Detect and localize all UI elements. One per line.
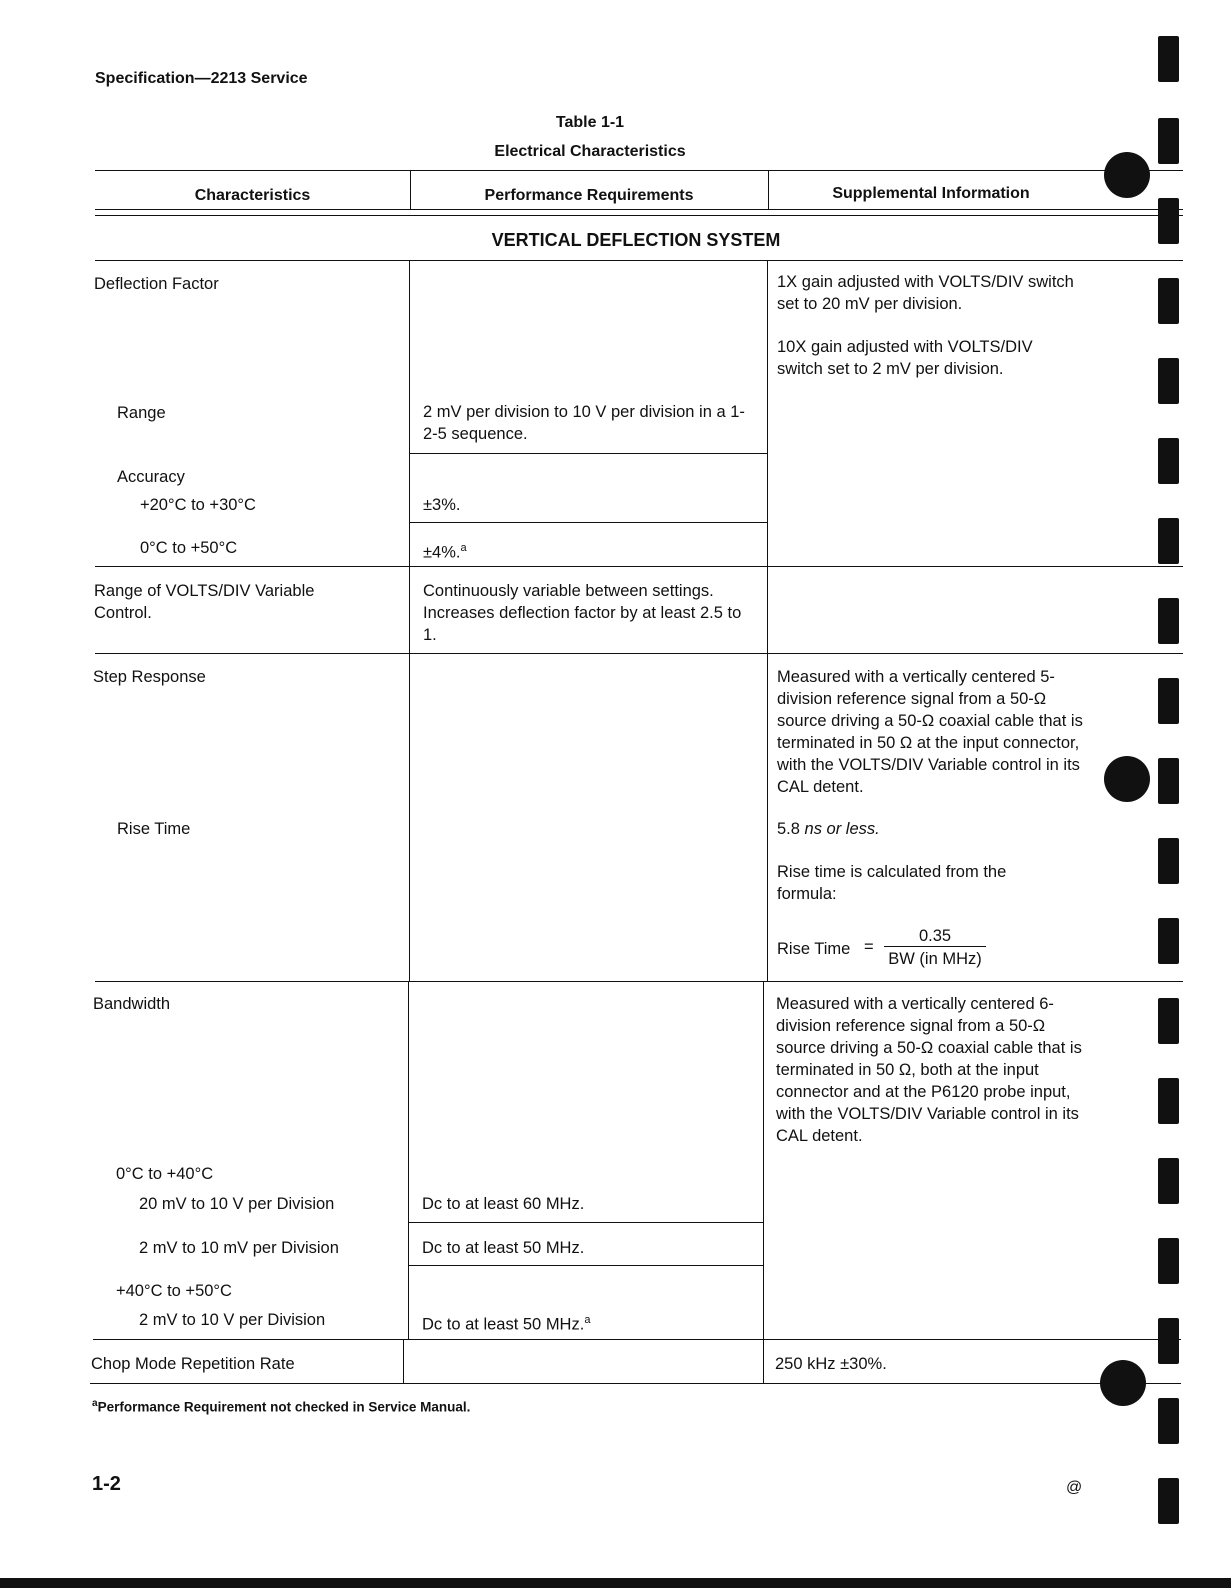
accuracy-value-full: ±4%.$^a$ [423,542,467,562]
bandwidth-perf-3: Dc to at least 50 MHz.$^a$ [422,1314,591,1334]
column-divider [763,1340,764,1384]
bottom-edge-rule [0,1578,1231,1588]
accuracy-condition-room: +20°C to +30°C [140,496,256,514]
edge-index-bar [1158,1158,1179,1204]
footnote: $^a$Performance Requirement not checked in Service Manual. [92,1398,471,1415]
running-header: Specification—2213 Service [95,70,308,87]
row-label-deflection-factor: Deflection Factor [94,275,219,293]
edge-index-bar [1158,36,1179,82]
accuracy-value-room: ±3%. [423,496,461,514]
column-header-performance: Performance Requirements [484,187,694,204]
row-label-range: Range [117,404,166,422]
bandwidth-perf-1: Dc to at least 60 MHz. [422,1195,585,1213]
range-performance: 2 mV per division to 10 V per division in a 1-2-5 sequence. [423,403,745,443]
column-divider [763,982,764,1339]
row-rule [95,981,1183,982]
bandwidth-temp-range-1: 0°C to +40°C [116,1165,214,1183]
edge-index-bar [1158,1238,1179,1284]
column-divider [403,1340,404,1384]
chop-mode-info: 250 kHz ±30%. [775,1355,887,1373]
row-label-variable-range: Range of VOLTS/DIV Variable Control. [94,582,315,622]
edge-index-bar [1158,1318,1179,1364]
edge-index-bar [1158,1478,1179,1524]
row-label-accuracy: Accuracy [117,468,185,486]
column-header-characteristics: Characteristics [194,187,311,204]
binder-hole [1104,756,1150,802]
edge-index-bar [1158,678,1179,724]
column-header-supplemental: Supplemental Information [832,185,1030,202]
variable-range-performance: Continuously variable between settings. Increases deflection factor by at least 2.5 to 1. [423,582,742,644]
step-response-info: Measured with a vertically centered 5-division reference signal from a 50-Ω source driving a 50-Ω coaxial cable that is terminated in 50 Ω at the input connector, with the VOLTS/DIV Variable control in its CAL detent. [777,668,1083,796]
edge-index-bar [1158,598,1179,644]
bandwidth-sub-2: 2 mV to 10 mV per Division [139,1239,339,1257]
row-rule [410,453,767,454]
row-label-step-response: Step Response [93,668,206,686]
bandwidth-sub-1: 20 mV to 10 V per Division [139,1195,335,1213]
column-divider [408,982,409,1339]
binder-hole [1104,152,1150,198]
bandwidth-sub-3: 2 mV to 10 V per Division [139,1311,326,1329]
edge-index-bar [1158,198,1179,244]
table-title: Electrical Characteristics [494,143,686,160]
row-rule [95,653,1183,654]
deflection-info-10x: 10X gain adjusted with VOLTS/DIV switch set to 2 mV per division. [777,338,1033,378]
rise-time-formula-intro: Rise time is calculated from the formula: [777,863,1007,903]
column-divider [409,261,410,981]
row-rule [409,1222,764,1223]
row-rule [95,566,1183,567]
column-divider [767,654,768,981]
table-bottom-rule [90,1383,1181,1384]
formula-denominator: BW (in MHz) [888,950,982,968]
edge-index-bar [1158,278,1179,324]
row-label-rise-time: Rise Time [117,820,191,838]
section-heading: VERTICAL DEFLECTION SYSTEM [491,230,781,250]
row-rule [409,1265,764,1266]
table-top-rule [95,170,1183,171]
section-rule [95,260,1183,261]
row-label-bandwidth: Bandwidth [93,995,171,1013]
bandwidth-perf-2: Dc to at least 50 MHz. [422,1239,585,1257]
table-number: Table 1-1 [555,114,625,131]
header-double-rule [95,215,1183,216]
bandwidth-temp-range-2: +40°C to +50°C [116,1282,232,1300]
row-label-chop-mode: Chop Mode Repetition Rate [91,1355,295,1373]
row-rule [410,522,767,523]
edge-index-bar [1158,998,1179,1044]
edge-index-bar [1158,758,1179,804]
edge-index-bar [1158,518,1179,564]
column-divider [767,567,768,653]
formula-lhs: Rise Time [777,940,851,958]
formula-numerator: 0.35 [918,927,952,945]
edge-index-bar [1158,358,1179,404]
accuracy-condition-full: 0°C to +50°C [140,539,238,557]
edge-index-bar [1158,918,1179,964]
column-divider [767,261,768,566]
formula-fraction-bar [884,946,986,947]
binder-hole [1100,1360,1146,1406]
edge-index-bar [1158,438,1179,484]
header-bottom-rule [95,209,1183,210]
page-number: 1-2 [92,1473,121,1495]
footnote-marker: a [460,542,467,554]
deflection-info-1x: 1X gain adjusted with VOLTS/DIV switch set to 20 mV per division. [777,273,1074,313]
formula-equals: = [864,938,874,956]
edge-index-bar [1158,1078,1179,1124]
rise-time-value: 5.8 ns or less. [777,820,880,838]
edge-index-bar [1158,118,1179,164]
row-rule [93,1339,1181,1340]
bandwidth-info: Measured with a vertically centered 6-division reference signal from a 50-Ω source driving a 50-Ω coaxial cable that is terminated in 50 Ω, both at the input connector and at the P6120 probe input, with the VOLTS/DIV Variable control in its CAL detent. [776,995,1082,1145]
edge-index-bar [1158,1398,1179,1444]
footnote-marker: a [584,1314,591,1326]
edge-index-bar [1158,838,1179,884]
copyright-mark: @ [1066,1479,1083,1496]
